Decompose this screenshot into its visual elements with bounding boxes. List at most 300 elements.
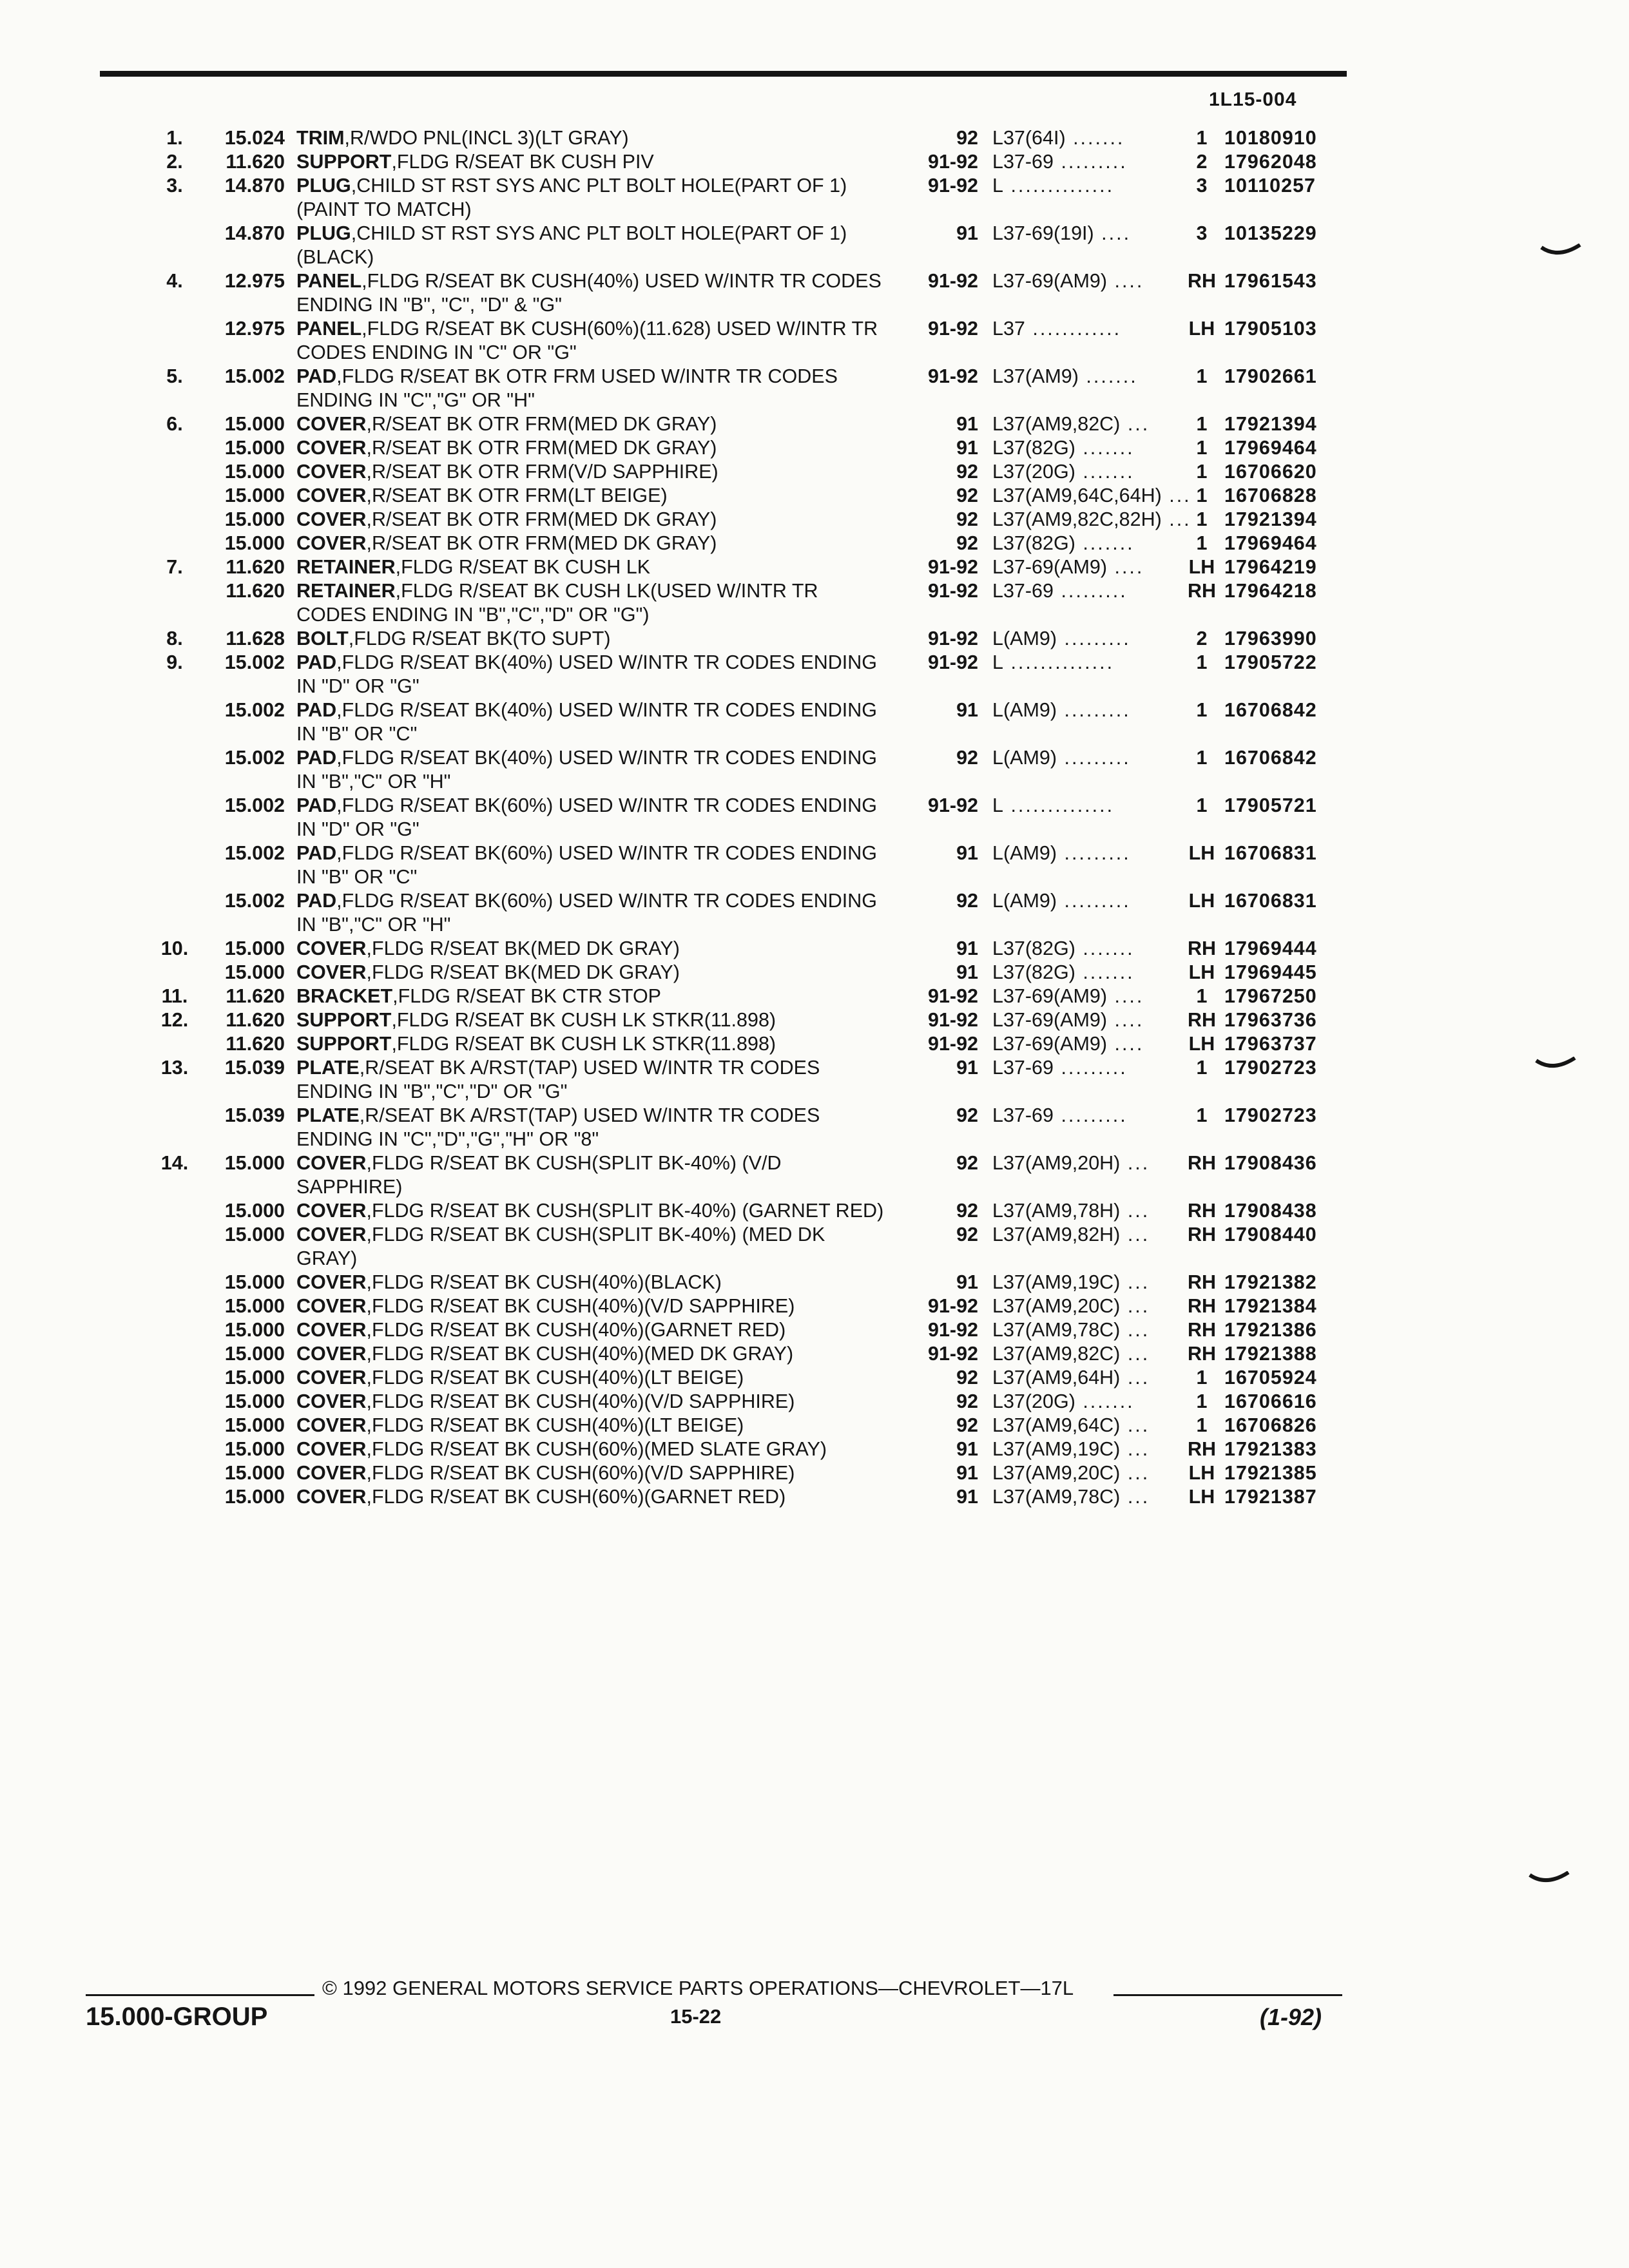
quantity: RH (1187, 1319, 1217, 1341)
model-years: 91-92 (927, 151, 978, 173)
binding-mark-icon (1540, 244, 1581, 260)
quantity: 1 (1196, 532, 1208, 554)
table-row (148, 961, 1360, 985)
part-name: PLATE (296, 1104, 360, 1126)
reference-number (148, 1104, 201, 1151)
part-number: 17905722 (1224, 651, 1317, 673)
part-name: PLUG (296, 175, 351, 197)
quantity: 1 (1196, 1367, 1208, 1389)
model-codes (992, 937, 1179, 961)
model-years: 91 (956, 842, 978, 864)
model-codes-text: L37(82G) (992, 937, 1075, 959)
part-detail: ,FLDG R/SEAT BK CUSH(60%)(V/D SAPPHIRE) (366, 1462, 795, 1484)
part-number: 17905721 (1224, 794, 1317, 816)
model-codes (992, 174, 1179, 222)
model-codes (992, 460, 1179, 484)
leader-dots: ......... (1057, 699, 1131, 721)
model-codes (992, 961, 1179, 985)
footer-rule-left (86, 1994, 314, 1996)
model-codes-text: L(AM9) (992, 747, 1057, 769)
group-number: 15.000 (224, 961, 285, 983)
table-row (148, 484, 1360, 508)
group-number: 14.870 (224, 222, 285, 244)
quantity: RH (1187, 937, 1217, 959)
footer-copyright: © 1992 GENERAL MOTORS SERVICE PARTS OPERATIONS—CHEVROLET—17L (322, 1977, 1074, 1999)
part-description (296, 794, 894, 841)
leader-dots: ....... (1078, 365, 1138, 387)
group-number: 11.620 (226, 1009, 285, 1031)
reference-number (148, 1294, 201, 1318)
quantity: 1 (1196, 1057, 1208, 1079)
reference-number (148, 1318, 201, 1342)
part-detail: ,R/SEAT BK OTR FRM(LT BEIGE) (366, 485, 668, 506)
part-detail: ,FLDG R/SEAT BK(60%) USED W/INTR TR CODES ENDING IN "D" OR "G" (296, 794, 878, 840)
part-number: 17921387 (1224, 1486, 1317, 1508)
leader-dots: .............. (1003, 651, 1115, 673)
reference-number (148, 1223, 201, 1271)
table-row (148, 508, 1360, 532)
leader-dots: ......... (1053, 580, 1128, 602)
model-codes (992, 1223, 1179, 1271)
table-row (148, 1461, 1360, 1485)
part-name: TRIM (296, 127, 345, 149)
part-name: COVER (296, 1462, 367, 1484)
leader-dots: ... (1120, 1367, 1150, 1389)
quantity: RH (1187, 1295, 1217, 1317)
reference-number (148, 746, 201, 794)
page-code-text: 1L15-004 (1209, 89, 1297, 110)
quantity: LH (1188, 1462, 1215, 1484)
model-years: 91 (956, 1438, 978, 1460)
part-detail: ,R/SEAT BK OTR FRM(V/D SAPPHIRE) (366, 461, 718, 483)
leader-dots: .... (1107, 985, 1144, 1007)
leader-dots: ... (1120, 413, 1150, 435)
model-codes-text: L37(AM9,82C,82H) (992, 508, 1162, 530)
part-number: 17908440 (1224, 1224, 1317, 1245)
model-codes-text: L37(AM9) (992, 365, 1079, 387)
part-detail: ,FLDG R/SEAT BK OTR FRM USED W/INTR TR CODES ENDING IN "C","G" OR "H" (296, 365, 838, 411)
part-number: 17902723 (1224, 1057, 1317, 1079)
model-years: 91-92 (927, 794, 978, 816)
table-row (148, 889, 1360, 937)
reference-number: 9. (166, 651, 183, 673)
part-detail: ,FLDG R/SEAT BK(40%) USED W/INTR TR CODES ENDING IN "D" OR "G" (296, 651, 878, 697)
model-codes (992, 579, 1179, 627)
group-number: 15.000 (224, 485, 285, 506)
part-number: 17969464 (1224, 532, 1317, 554)
leader-dots: ....... (1075, 1390, 1135, 1412)
model-codes-text: L37(AM9,19C) (992, 1438, 1121, 1460)
part-number: 17921394 (1224, 508, 1317, 530)
model-codes (992, 1414, 1179, 1437)
model-codes (992, 698, 1179, 746)
model-codes-text: L37-69 (992, 1104, 1054, 1126)
reference-number (148, 222, 201, 269)
quantity: 1 (1196, 985, 1208, 1007)
table-row (148, 412, 1360, 436)
part-number: 17921384 (1224, 1295, 1317, 1317)
part-number: 17902723 (1224, 1104, 1317, 1126)
quantity: 1 (1196, 365, 1208, 387)
leader-dots: ... (1120, 1200, 1150, 1222)
group-number: 15.000 (224, 1367, 285, 1389)
leader-dots: ....... (1075, 437, 1135, 459)
model-years: 91 (956, 1057, 978, 1079)
part-detail: ,FLDG R/SEAT BK CUSH(40%)(BLACK) (366, 1271, 722, 1293)
reference-number: 2. (166, 151, 183, 173)
model-years: 91-92 (927, 270, 978, 292)
part-description (296, 1366, 894, 1390)
quantity: LH (1188, 318, 1215, 340)
group-number: 15.024 (224, 127, 285, 149)
leader-dots: ... (1120, 1295, 1150, 1317)
part-description (296, 746, 894, 794)
part-description (296, 1056, 894, 1104)
part-description (296, 1318, 894, 1342)
quantity: 3 (1196, 222, 1208, 244)
leader-dots: .... (1107, 556, 1144, 578)
part-number: 17921383 (1224, 1438, 1317, 1460)
part-detail: ,FLDG R/SEAT BK CUSH(40%)(LT BEIGE) (366, 1367, 744, 1389)
leader-dots: ......... (1057, 628, 1131, 649)
leader-dots: ... (1120, 1414, 1150, 1436)
group-number: 15.000 (224, 1462, 285, 1484)
quantity: 1 (1196, 1390, 1208, 1412)
part-number: 17921385 (1224, 1462, 1317, 1484)
table-row (148, 317, 1360, 365)
part-name: PAD (296, 890, 337, 912)
group-number: 11.620 (226, 985, 285, 1007)
table-row (148, 126, 1360, 150)
model-codes-text: L(AM9) (992, 628, 1057, 649)
model-codes-text: L37(AM9,78C) (992, 1486, 1121, 1508)
part-name: RETAINER (296, 580, 396, 602)
model-years: 91-92 (927, 175, 978, 197)
model-codes (992, 317, 1179, 365)
group-number: 15.039 (224, 1104, 285, 1126)
reference-number (148, 1485, 201, 1509)
part-number: 16706831 (1224, 842, 1317, 864)
part-number: 17921382 (1224, 1271, 1317, 1293)
parts-table-body (148, 126, 1360, 1509)
reference-number (148, 794, 201, 841)
model-years: 91-92 (927, 651, 978, 673)
part-description (296, 1390, 894, 1414)
part-number: 17908438 (1224, 1200, 1317, 1222)
model-years: 91 (956, 437, 978, 459)
model-years: 92 (956, 747, 978, 769)
model-codes-text: L(AM9) (992, 842, 1057, 864)
reference-number: 5. (166, 365, 183, 387)
model-years: 91-92 (927, 628, 978, 649)
reference-number (148, 698, 201, 746)
reference-number (148, 1437, 201, 1461)
part-number: 17962048 (1224, 151, 1317, 173)
model-codes (992, 150, 1179, 174)
group-number: 15.002 (224, 890, 285, 912)
part-name: PANEL (296, 318, 362, 340)
table-row (148, 1032, 1360, 1056)
model-codes-text: L37(82G) (992, 961, 1075, 983)
quantity: 1 (1196, 794, 1208, 816)
part-detail: ,FLDG R/SEAT BK CUSH(40%)(V/D SAPPHIRE) (366, 1295, 795, 1317)
model-years: 92 (956, 1414, 978, 1436)
part-description (296, 484, 894, 508)
table-row (148, 1104, 1360, 1151)
part-description (296, 651, 894, 698)
model-years: 91 (956, 937, 978, 959)
part-number: 16706842 (1224, 699, 1317, 721)
table-row (148, 1437, 1360, 1461)
model-codes-text: L (992, 175, 1003, 197)
model-codes-text: L37-69(19I) (992, 222, 1094, 244)
model-codes (992, 1461, 1179, 1485)
group-number: 15.002 (224, 365, 285, 387)
part-description (296, 1271, 894, 1294)
reference-number: 8. (166, 628, 183, 649)
part-description (296, 1008, 894, 1032)
table-row (148, 1151, 1360, 1199)
part-description (296, 508, 894, 532)
leader-dots: ....... (1065, 127, 1125, 149)
model-codes (992, 627, 1179, 651)
model-codes-text: L37-69(AM9) (992, 270, 1107, 292)
table-row (148, 794, 1360, 841)
model-years: 91-92 (927, 318, 978, 340)
part-number: 17967250 (1224, 985, 1317, 1007)
model-codes-text: L37(AM9,82C) (992, 1343, 1121, 1365)
part-number: 17921386 (1224, 1319, 1317, 1341)
quantity: RH (1187, 580, 1217, 602)
part-detail: ,FLDG R/SEAT BK CUSH(60%)(MED SLATE GRAY) (366, 1438, 827, 1460)
group-number: 12.975 (224, 318, 285, 340)
model-codes (992, 269, 1179, 317)
table-row (148, 269, 1360, 317)
leader-dots: ... (1120, 1343, 1150, 1365)
reference-number (148, 532, 201, 555)
model-codes (992, 1390, 1179, 1414)
part-detail: ,FLDG R/SEAT BK(MED DK GRAY) (366, 937, 680, 959)
quantity: 1 (1196, 651, 1208, 673)
quantity: LH (1188, 961, 1215, 983)
model-years: 91-92 (927, 1033, 978, 1055)
part-detail: ,R/SEAT BK A/RST(TAP) USED W/INTR TR CODES ENDING IN "B","C","D" OR "G" (296, 1057, 820, 1102)
group-number: 15.000 (224, 1319, 285, 1341)
reference-number (148, 317, 201, 365)
model-years: 92 (956, 532, 978, 554)
model-codes-text: L37(AM9,82H) (992, 1224, 1121, 1245)
part-name: PAD (296, 699, 337, 721)
model-years: 91 (956, 1486, 978, 1508)
model-codes (992, 1008, 1179, 1032)
model-codes-text: L37(AM9,64C) (992, 1414, 1121, 1436)
quantity: LH (1188, 1486, 1215, 1508)
quantity: 1 (1196, 413, 1208, 435)
model-years: 92 (956, 890, 978, 912)
quantity: LH (1188, 890, 1215, 912)
group-number: 11.620 (226, 580, 285, 602)
table-row (148, 1294, 1360, 1318)
group-number: 11.620 (226, 556, 285, 578)
part-detail: ,FLDG R/SEAT BK(60%) USED W/INTR TR CODES ENDING IN "B" OR "C" (296, 842, 878, 888)
part-name: COVER (296, 1271, 367, 1293)
reference-number: 14. (160, 1152, 189, 1174)
table-row (148, 1390, 1360, 1414)
binding-mark-icon (1535, 1057, 1576, 1073)
quantity: LH (1188, 556, 1215, 578)
part-name: COVER (296, 1319, 367, 1341)
table-row (148, 532, 1360, 555)
model-codes (992, 746, 1179, 794)
model-codes-text: L37(AM9,20H) (992, 1152, 1121, 1174)
quantity: 1 (1196, 699, 1208, 721)
model-codes (992, 794, 1179, 841)
quantity: 1 (1196, 437, 1208, 459)
part-detail: ,FLDG R/SEAT BK CUSH(40%) USED W/INTR TR CODES ENDING IN "B", "C", "D" & "G" (296, 270, 882, 316)
part-detail: ,FLDG R/SEAT BK CUSH PIV (391, 151, 654, 173)
group-number: 15.002 (224, 794, 285, 816)
part-name: COVER (296, 532, 367, 554)
part-number: 17908436 (1224, 1152, 1317, 1174)
footer-rule-right (1113, 1994, 1342, 1996)
part-detail: ,FLDG R/SEAT BK(40%) USED W/INTR TR CODES ENDING IN "B" OR "C" (296, 699, 878, 745)
reference-number (148, 484, 201, 508)
group-number: 15.002 (224, 747, 285, 769)
model-years: 91-92 (927, 1319, 978, 1341)
model-codes-text: L37-69(AM9) (992, 556, 1107, 578)
part-number: 17964219 (1224, 556, 1317, 578)
leader-dots: ......... (1053, 151, 1128, 173)
part-detail: ,FLDG R/SEAT BK CUSH LK STKR(11.898) (391, 1009, 776, 1031)
part-detail: ,R/SEAT BK OTR FRM(MED DK GRAY) (366, 413, 717, 435)
part-detail: ,R/SEAT BK OTR FRM(MED DK GRAY) (366, 437, 717, 459)
leader-dots: .... (1107, 270, 1144, 292)
table-row (148, 1485, 1360, 1509)
part-number: 17964218 (1224, 580, 1317, 602)
part-name: COVER (296, 413, 367, 435)
model-years: 91-92 (927, 1343, 978, 1365)
binding-mark-icon (1528, 1871, 1570, 1888)
table-row (148, 1271, 1360, 1294)
part-description (296, 532, 894, 555)
parts-table (148, 126, 1360, 1509)
leader-dots: .... (1094, 222, 1132, 244)
part-name: COVER (296, 1438, 367, 1460)
quantity: RH (1187, 1438, 1217, 1460)
part-name: COVER (296, 508, 367, 530)
leader-dots: .... (1107, 1033, 1144, 1055)
part-number: 16706828 (1224, 485, 1317, 506)
quantity: RH (1187, 1343, 1217, 1365)
model-codes (992, 1366, 1179, 1390)
reference-number: 1. (166, 127, 183, 149)
part-number: 16706826 (1224, 1414, 1317, 1436)
reference-number (148, 1199, 201, 1223)
part-number: 16706616 (1224, 1390, 1317, 1412)
model-codes (992, 1056, 1179, 1104)
group-number: 12.975 (224, 270, 285, 292)
part-name: COVER (296, 961, 367, 983)
part-number: 17921388 (1224, 1343, 1317, 1365)
part-name: PANEL (296, 270, 362, 292)
part-detail: ,FLDG R/SEAT BK CUSH(40%)(MED DK GRAY) (366, 1343, 794, 1365)
part-description (296, 627, 894, 651)
group-number: 15.002 (224, 651, 285, 673)
group-number: 15.039 (224, 1057, 285, 1079)
group-number: 15.000 (224, 1414, 285, 1436)
table-row (148, 150, 1360, 174)
reference-number (148, 436, 201, 460)
leader-dots: ......... (1057, 842, 1131, 864)
model-years: 92 (956, 461, 978, 483)
group-number: 15.000 (224, 1152, 285, 1174)
model-codes-text: L(AM9) (992, 890, 1057, 912)
quantity: RH (1187, 270, 1217, 292)
reference-number (148, 961, 201, 985)
quantity: RH (1187, 1009, 1217, 1031)
part-name: COVER (296, 485, 367, 506)
part-description (296, 126, 894, 150)
part-detail: ,FLDG R/SEAT BK(MED DK GRAY) (366, 961, 680, 983)
group-number: 15.002 (224, 699, 285, 721)
reference-number: 7. (166, 556, 183, 578)
quantity: LH (1188, 842, 1215, 864)
part-description (296, 1461, 894, 1485)
part-description (296, 1342, 894, 1366)
table-row (148, 1366, 1360, 1390)
part-number: 10110257 (1224, 175, 1316, 197)
model-codes-text: L37-69(AM9) (992, 1009, 1107, 1031)
model-years: 92 (956, 485, 978, 506)
table-row (148, 746, 1360, 794)
footer-page-number: 15-22 (670, 2005, 722, 2028)
table-row (148, 365, 1360, 412)
leader-dots: ......... (1053, 1104, 1128, 1126)
table-row (148, 460, 1360, 484)
model-codes (992, 532, 1179, 555)
part-description (296, 1294, 894, 1318)
table-row (148, 1056, 1360, 1104)
part-number: 16706842 (1224, 747, 1317, 769)
model-codes-text: L37(AM9,64H) (992, 1367, 1121, 1389)
reference-number (148, 1342, 201, 1366)
part-number: 17963737 (1224, 1033, 1317, 1055)
model-years: 92 (956, 127, 978, 149)
model-codes-text: L37(AM9,19C) (992, 1271, 1121, 1293)
model-codes (992, 412, 1179, 436)
group-number: 15.000 (224, 437, 285, 459)
part-detail: ,FLDG R/SEAT BK CUSH LK (395, 556, 651, 578)
model-years: 92 (956, 1104, 978, 1126)
leader-dots: ......... (1053, 1057, 1128, 1079)
part-detail: ,FLDG R/SEAT BK CUSH(SPLIT BK-40%) (GARNET RED) (366, 1200, 884, 1222)
model-codes (992, 1199, 1179, 1223)
model-years: 91-92 (927, 580, 978, 602)
reference-number (148, 1414, 201, 1437)
model-codes-text: L37(AM9,20C) (992, 1462, 1121, 1484)
table-row (148, 1199, 1360, 1223)
quantity: 1 (1196, 508, 1208, 530)
model-codes-text: L37(AM9,20C) (992, 1295, 1121, 1317)
reference-number: 4. (166, 270, 183, 292)
leader-dots: ... (1120, 1462, 1150, 1484)
model-years: 92 (956, 508, 978, 530)
part-detail: ,FLDG R/SEAT BK CUSH(40%)(V/D SAPPHIRE) (366, 1390, 795, 1412)
part-name: COVER (296, 461, 367, 483)
model-codes-text: L(AM9) (992, 699, 1057, 721)
table-row (148, 436, 1360, 460)
leader-dots: ... (1161, 485, 1191, 506)
